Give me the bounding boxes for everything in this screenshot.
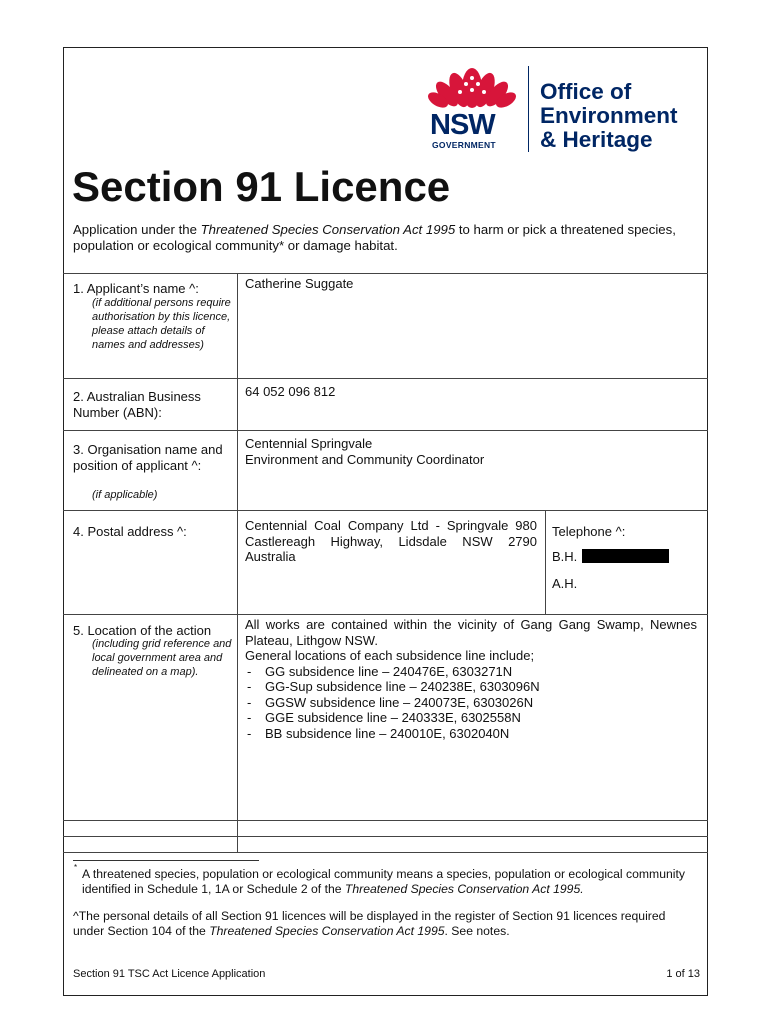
postal-address-label: 4. Postal address ^: — [73, 524, 187, 539]
location-note: (including grid reference and local government area and delineated on a map). — [92, 638, 232, 678]
row-rule — [63, 378, 708, 379]
row-rule — [63, 430, 708, 431]
table-bottom-rule — [63, 852, 708, 853]
applicant-name-label: 1. Applicant’s name ^: — [73, 281, 199, 296]
location-value[interactable]: All works are contained within the vicinity of Gang Gang Swamp, Newnes Plateau, Lithgow NSW. General locations of each subsidence line include; - GG subsidence line – 240476E, 6303271N - GG-Sup subsidence line – 240238E, 6303096N - GGSW subsidence line – 240073E, 6303026N - GGE subsidence line – 240333E, 6302558N - BB subsidence line – 240010E, 6302040N — [245, 617, 697, 741]
footnote-rule — [73, 860, 259, 861]
telephone-divider — [545, 510, 546, 614]
organisation-note: (if applicable) — [92, 489, 158, 501]
abn-label: 2. Australian Business Number (ABN): — [73, 389, 201, 420]
organisation-value[interactable]: Centennial Springvale Environment and Community Coordinator — [245, 436, 485, 467]
after-hours-label: A.H. — [552, 576, 578, 591]
nsw-wordmark: NSW — [430, 109, 495, 141]
footer-title: Section 91 TSC Act Licence Application — [73, 968, 266, 980]
subsidence-line-item: - GG subsidence line – 240476E, 6303271N — [245, 664, 697, 680]
page-number: 1 of 13 — [666, 968, 700, 980]
business-hours-label: B.H. — [552, 549, 578, 564]
column-divider — [237, 273, 238, 852]
applicant-name-value[interactable]: Catherine Suggate — [245, 276, 354, 291]
footnote-star: A threatened species, population or ecological community means a species, population or ecological community identified in Schedule 1, 1A or Schedule 2 of the Threatened Species Conservation Act 1995. — [82, 867, 685, 896]
telephone-label: Telephone ^: — [552, 524, 626, 539]
row-rule — [63, 836, 708, 837]
page-title: Section 91 Licence — [72, 163, 451, 210]
waratah-logo-icon — [426, 58, 518, 112]
subsidence-line-item: - BB subsidence line – 240010E, 6302040N — [245, 726, 697, 742]
row-rule — [63, 614, 708, 615]
location-label: 5. Location of the action — [73, 623, 212, 638]
logo-divider — [528, 66, 529, 152]
subsidence-line-item: - GGE subsidence line – 240333E, 6302558N — [245, 710, 697, 726]
row-rule — [63, 820, 708, 821]
applicant-name-note: (if additional persons require authorisation by this licence, please attach details of names and addresses) — [92, 297, 231, 351]
table-top-rule — [63, 273, 708, 274]
redacted-phone-block — [582, 549, 669, 563]
subsidence-line-item: - GG-Sup subsidence line – 240238E, 6303096N — [245, 679, 697, 695]
agency-name: Office of Environment & Heritage — [540, 79, 678, 152]
footnote-star-marker: * — [74, 863, 78, 872]
organisation-label: 3. Organisation name and position of applicant ^: — [73, 442, 223, 473]
government-wordmark: GOVERNMENT — [432, 140, 496, 150]
footnote-caret: ^The personal details of all Section 91 licences will be displayed in the register of Section 91 licences required under Section 104 of the Threatened Species Conservation Act 1995. See notes. — [73, 909, 666, 938]
row-rule — [63, 510, 708, 511]
postal-address-value[interactable]: Centennial Coal Company Ltd - Springvale 980 Castlereagh Highway, Lidsdale NSW 2790 Australia — [245, 518, 537, 564]
abn-value[interactable]: 64 052 096 812 — [245, 384, 336, 399]
subsidence-line-item: - GGSW subsidence line – 240073E, 6303026N — [245, 695, 697, 711]
intro-text: Application under the Threatened Species Conservation Act 1995 to harm or pick a threatened species, population or ecological community* or damage habitat. — [73, 222, 676, 253]
